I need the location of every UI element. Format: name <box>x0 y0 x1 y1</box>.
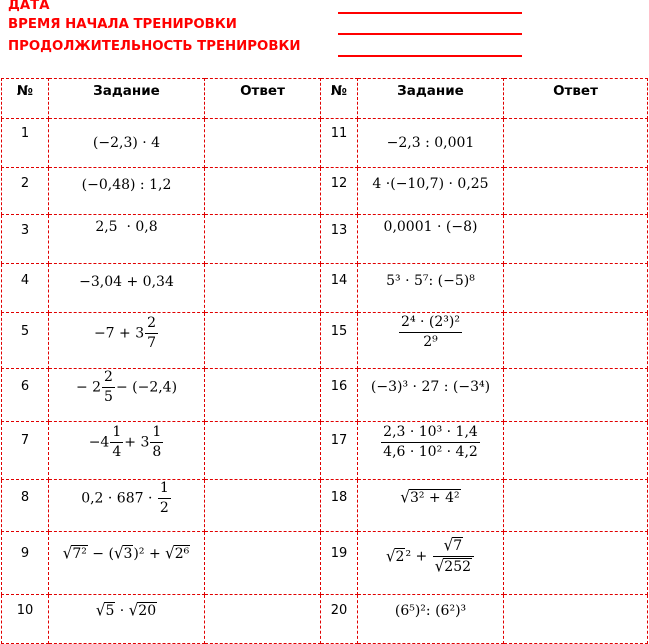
math-text: −4 <box>88 434 110 451</box>
column-header-answer: Ответ <box>504 79 648 119</box>
math-text: 1 <box>159 480 169 496</box>
radicand <box>137 602 157 619</box>
answer-cell[interactable] <box>205 313 321 369</box>
math-text: 4 ·(−10,7) · 0,25 <box>372 176 489 192</box>
math-text: 5 <box>104 389 113 405</box>
math-text: 5³ · 5⁷: (−5)⁸ <box>386 273 475 289</box>
task-cell <box>358 595 504 644</box>
table-row <box>2 215 648 264</box>
fraction-denominator <box>110 443 123 461</box>
math-text: )² + <box>133 546 166 562</box>
answer-cell[interactable] <box>205 369 321 422</box>
task-expression <box>93 134 160 152</box>
task-cell <box>358 422 504 480</box>
answer-cell[interactable] <box>504 422 648 480</box>
fraction <box>102 369 115 406</box>
radical-sign-icon: √ <box>165 543 175 563</box>
answer-cell[interactable] <box>205 595 321 644</box>
task-cell <box>358 532 504 595</box>
square-root <box>96 601 115 620</box>
math-text: · <box>115 603 129 619</box>
task-cell <box>49 532 205 595</box>
radical-sign-icon: √ <box>62 543 73 563</box>
square-root <box>400 488 460 507</box>
task-cell <box>49 119 205 168</box>
math-text: 2⁴ · (2³)² <box>401 314 460 330</box>
duration-field[interactable] <box>338 41 522 57</box>
radicand <box>123 545 134 562</box>
fraction-numerator <box>150 424 163 443</box>
radicand <box>71 545 88 562</box>
task-expression <box>96 601 157 620</box>
table-row <box>2 264 648 313</box>
task-cell <box>358 264 504 313</box>
math-text: (6⁵)²: (6²)³ <box>394 603 467 619</box>
task-cell <box>358 480 504 532</box>
answer-cell[interactable] <box>205 215 321 264</box>
radicand <box>443 558 472 575</box>
radicand <box>409 489 461 506</box>
task-number: 18 <box>321 480 358 532</box>
math-text: + 3 <box>124 434 150 451</box>
fraction-numerator <box>110 424 123 443</box>
fraction-numerator <box>433 537 474 557</box>
radicand <box>452 537 463 554</box>
date-label: ДАТА <box>8 0 50 13</box>
square-root <box>63 544 88 563</box>
table-row <box>2 119 648 168</box>
answer-cell[interactable] <box>205 168 321 215</box>
task-cell <box>49 480 205 532</box>
math-text: 2,3 · 10³ · 1,4 <box>383 424 478 440</box>
task-cell <box>49 168 205 215</box>
math-text: 7 <box>147 335 157 351</box>
task-cell <box>49 369 205 422</box>
math-text: 252 <box>444 559 472 575</box>
math-text: 0,0001 · (−8) <box>383 219 478 235</box>
radical-sign-icon: √ <box>128 600 139 620</box>
task-expression <box>76 369 177 406</box>
math-text: 2,5 · 0,8 <box>95 219 158 235</box>
column-header-number: № <box>321 79 358 119</box>
task-number: 10 <box>2 595 49 644</box>
math-text: 2⁶ <box>174 546 190 562</box>
fraction-numerator <box>399 314 462 333</box>
square-root <box>165 544 190 563</box>
task-expression <box>81 480 172 517</box>
fraction-denominator <box>150 443 163 461</box>
task-expression <box>386 537 475 576</box>
task-number: 9 <box>2 532 49 595</box>
duration-label: ПРОДОЛЖИТЕЛЬНОСТЬ ТРЕНИРОВКИ <box>8 39 301 54</box>
math-text: 1 <box>152 424 162 440</box>
math-text: 2 <box>159 500 169 516</box>
answer-cell[interactable] <box>504 215 648 264</box>
task-expression <box>398 314 463 351</box>
fraction-numerator <box>158 480 171 499</box>
task-cell <box>49 264 205 313</box>
date-field[interactable] <box>338 0 522 14</box>
fraction-denominator <box>102 388 115 406</box>
task-expression <box>82 176 172 194</box>
answer-cell[interactable] <box>504 480 648 532</box>
radicand <box>104 602 115 619</box>
fraction-numerator <box>102 369 115 388</box>
column-header-answer: Ответ <box>205 79 321 119</box>
task-number: 19 <box>321 532 358 595</box>
math-text: 2 <box>395 548 405 565</box>
task-expression <box>63 544 190 563</box>
task-number: 6 <box>2 369 49 422</box>
radical-sign-icon: √ <box>443 535 454 555</box>
fraction-numerator <box>381 424 480 443</box>
task-expression <box>371 378 490 396</box>
answer-cell[interactable] <box>504 168 648 215</box>
table-row <box>2 532 648 595</box>
task-cell <box>49 422 205 480</box>
math-text: −2,3 : 0,001 <box>386 135 475 151</box>
math-text: − 2 <box>75 379 102 396</box>
radical-sign-icon: √ <box>95 600 106 620</box>
math-text: 4,6 · 10² · 4,2 <box>383 444 478 460</box>
math-text: −3,04 + 0,34 <box>79 274 174 290</box>
tasks-table <box>1 78 648 644</box>
fraction <box>381 424 480 461</box>
math-text: 2 <box>104 369 113 385</box>
fraction-numerator <box>145 315 158 334</box>
task-number: 14 <box>321 264 358 313</box>
task-expression <box>380 424 481 461</box>
math-text: (−0,48) : 1,2 <box>81 177 172 193</box>
math-text: − ( <box>87 546 114 562</box>
task-number: 15 <box>321 313 358 369</box>
radical-sign-icon: √ <box>434 556 445 576</box>
radical-sign-icon: √ <box>400 487 410 507</box>
answer-cell[interactable] <box>205 532 321 595</box>
task-expression <box>372 175 488 193</box>
fraction-denominator <box>145 334 158 352</box>
task-number: 7 <box>2 422 49 480</box>
table-row <box>2 480 648 532</box>
radical-sign-icon: √ <box>385 545 396 566</box>
answer-cell[interactable] <box>504 369 648 422</box>
table-row <box>2 313 648 369</box>
math-text: 8 <box>152 444 162 460</box>
math-text: (−3)³ · 27 : (−3⁴) <box>370 379 491 395</box>
column-header-number: № <box>2 79 49 119</box>
fraction-denominator <box>381 443 480 461</box>
fraction <box>158 480 171 517</box>
math-text: 7² <box>72 546 87 562</box>
task-expression <box>79 273 174 291</box>
task-expression <box>386 272 475 290</box>
fraction <box>150 424 163 461</box>
task-number: 4 <box>2 264 49 313</box>
math-text: 5 <box>105 603 115 619</box>
task-expression <box>400 488 460 507</box>
column-header-task: Задание <box>49 79 205 119</box>
radicand <box>395 548 406 565</box>
math-text: 0,2 · 687 · <box>81 490 157 507</box>
table-header-row <box>2 79 648 119</box>
math-text: 2⁹ <box>423 334 438 350</box>
task-expression <box>384 218 478 236</box>
answer-cell[interactable] <box>205 480 321 532</box>
answer-cell[interactable] <box>504 264 648 313</box>
task-number: 2 <box>2 168 49 215</box>
task-cell <box>358 168 504 215</box>
math-text: 3² + 4² <box>409 490 460 506</box>
math-text: 7 <box>453 538 463 554</box>
task-number: 11 <box>321 119 358 168</box>
table-row <box>2 369 648 422</box>
math-text: 3 <box>123 546 133 562</box>
task-cell <box>49 313 205 369</box>
fraction <box>399 314 462 351</box>
task-expression <box>89 424 165 461</box>
answer-cell[interactable] <box>504 532 648 595</box>
math-text: −7 + 3 <box>93 325 145 342</box>
radical-sign-icon: √ <box>113 543 124 563</box>
answer-cell[interactable] <box>504 119 648 168</box>
task-expression <box>95 218 157 236</box>
answer-cell[interactable] <box>504 595 648 644</box>
fraction-denominator <box>399 333 462 351</box>
task-expression <box>387 134 475 152</box>
answer-cell[interactable] <box>205 119 321 168</box>
task-expression <box>395 602 466 620</box>
task-number: 12 <box>321 168 358 215</box>
fraction <box>145 315 158 352</box>
math-text: 1 <box>112 424 122 440</box>
math-text: ² + <box>405 548 432 565</box>
task-number: 3 <box>2 215 49 264</box>
table-row <box>2 168 648 215</box>
column-header-task: Задание <box>358 79 504 119</box>
task-number: 20 <box>321 595 358 644</box>
task-cell <box>49 595 205 644</box>
task-cell <box>358 215 504 264</box>
square-root <box>129 601 157 620</box>
radicand <box>174 545 191 562</box>
task-expression <box>94 315 159 352</box>
task-cell <box>49 215 205 264</box>
square-root <box>114 544 133 563</box>
answer-cell[interactable] <box>504 313 648 369</box>
math-text: − (−2,4) <box>115 379 178 396</box>
square-root <box>386 547 405 566</box>
fraction-denominator <box>433 557 474 576</box>
task-cell <box>358 369 504 422</box>
task-number: 17 <box>321 422 358 480</box>
square-root <box>435 558 472 576</box>
fraction-denominator <box>158 499 171 517</box>
math-text: (−2,3) · 4 <box>92 135 161 151</box>
start-time-label: ВРЕМЯ НАЧАЛА ТРЕНИРОВКИ <box>8 17 237 32</box>
math-text: 2 <box>147 315 157 331</box>
math-text: 4 <box>112 444 122 460</box>
task-number: 13 <box>321 215 358 264</box>
fraction <box>433 537 474 576</box>
square-root <box>444 537 463 555</box>
math-text: 20 <box>138 603 157 619</box>
task-number: 1 <box>2 119 49 168</box>
task-cell <box>358 313 504 369</box>
task-number: 16 <box>321 369 358 422</box>
task-number: 8 <box>2 480 49 532</box>
table-row <box>2 595 648 644</box>
start-time-field[interactable] <box>338 19 522 35</box>
fraction <box>110 424 123 461</box>
table-row <box>2 422 648 480</box>
task-cell <box>358 119 504 168</box>
answer-cell[interactable] <box>205 264 321 313</box>
answer-cell[interactable] <box>205 422 321 480</box>
task-number: 5 <box>2 313 49 369</box>
